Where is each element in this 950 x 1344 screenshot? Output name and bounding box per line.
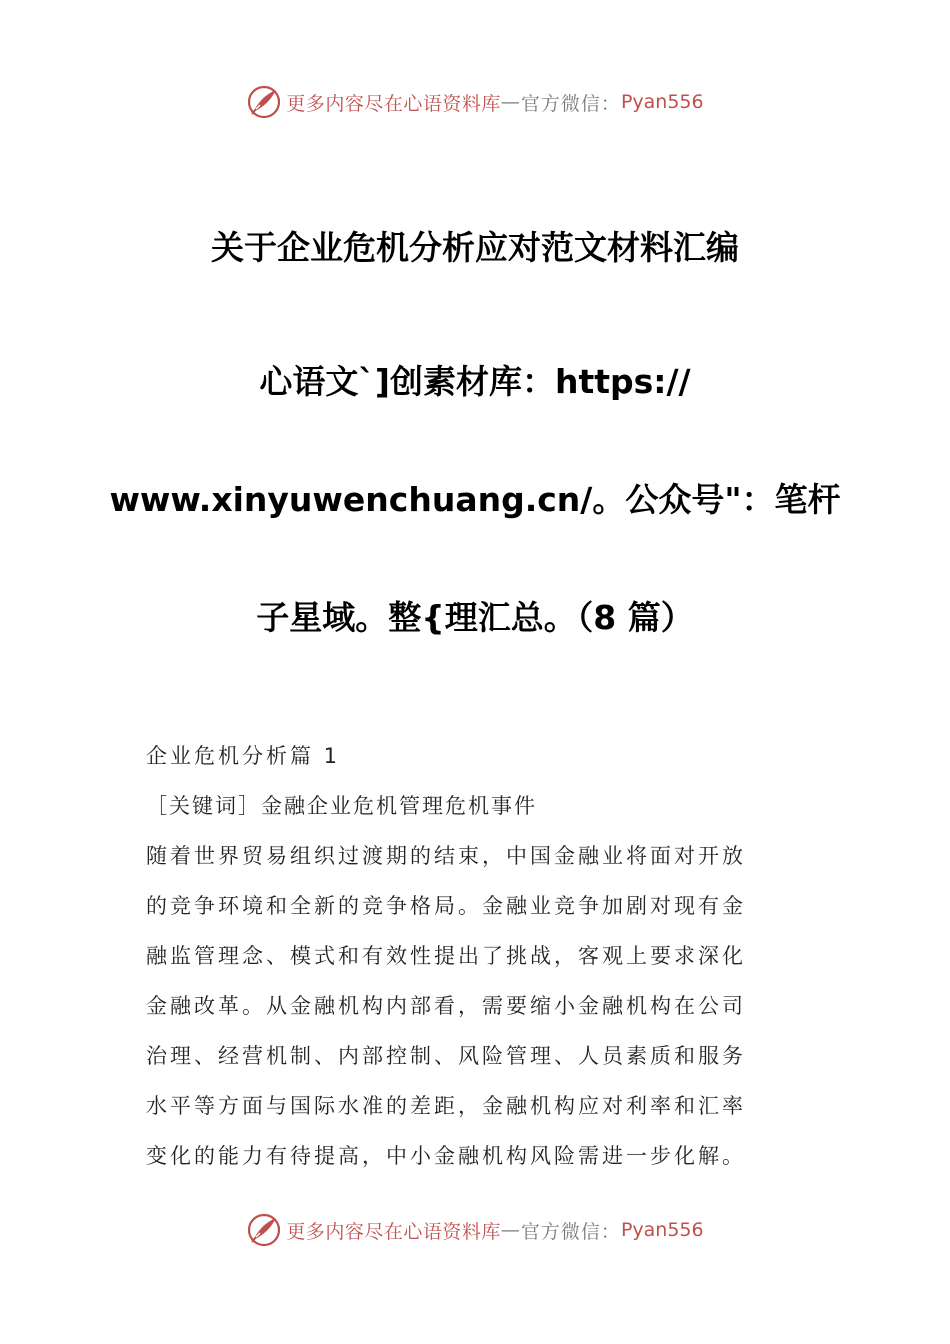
- paragraph-line: 金融改革。从金融机构内部看，需要缩小金融机构在公司: [146, 994, 746, 1018]
- paragraph-line: 的竞争环境和全新的竞争格局。金融业竞争加剧对现有金: [146, 894, 746, 918]
- paragraph-line: 水平等方面与国际水准的差距，金融机构应对利率和汇率: [146, 1094, 746, 1118]
- banner-dash: —: [500, 1219, 521, 1241]
- paragraph-line: 治理、经营机制、内部控制、风险管理、人员素质和服务: [146, 1044, 746, 1068]
- quill-pen-logo-icon: [246, 1212, 282, 1248]
- banner-wechat-label: 官方微信：: [520, 1220, 621, 1243]
- title-line-2: 心语文`]创素材库：https://: [259, 362, 691, 401]
- header-banner: [0, 82, 950, 122]
- paragraph-line: 融监管理念、模式和有效性提出了挑战，客观上要求深化: [146, 944, 746, 968]
- banner-wechat-label: 官方微信：: [520, 92, 621, 115]
- banner-wechat-id: Pyan556: [620, 1219, 704, 1241]
- banner-text: 更多内容尽在心语资料库: [286, 1220, 501, 1243]
- title-line-1: 关于企业危机分析应对范文材料汇编: [211, 228, 739, 267]
- banner-wechat-id: Pyan556: [620, 91, 704, 113]
- banner-text: 更多内容尽在心语资料库: [286, 92, 501, 115]
- title-line-3: www.xinyuwenchuang.cn/。公众号"：笔杆: [109, 480, 841, 519]
- quill-pen-logo-icon: [246, 84, 282, 120]
- title-line-4: 子星域。整{理汇总。（8 篇）: [256, 598, 694, 637]
- keywords-line: ［关键词］金融企业危机管理危机事件: [146, 794, 537, 818]
- paragraph-line: 随着世界贸易组织过渡期的结束，中国金融业将面对开放: [146, 844, 746, 868]
- footer-banner: [0, 1210, 950, 1250]
- section-heading: 企业危机分析篇 1: [146, 744, 341, 768]
- paragraph-line: 变化的能力有待提高，中小金融机构风险需进一步化解。: [146, 1144, 746, 1168]
- banner-dash: —: [500, 91, 521, 113]
